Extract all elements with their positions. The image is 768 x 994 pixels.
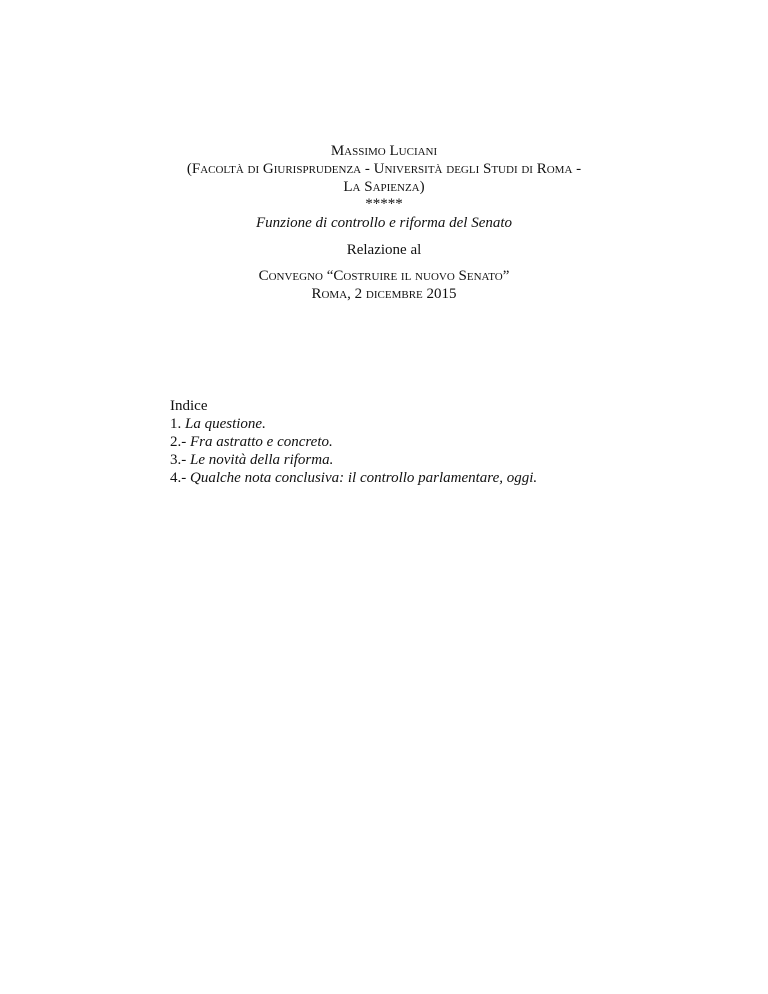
toc-item-number: 1. (170, 416, 185, 432)
table-of-contents (170, 397, 537, 487)
title-block (0, 142, 768, 303)
toc-item (170, 451, 537, 469)
conference-name: Convegno “Costruire il nuovo Senato” (258, 268, 510, 284)
separator: ***** (365, 196, 403, 212)
toc-item-text: La questione. (185, 416, 266, 432)
toc-item-text: Le novità della riforma. (190, 452, 334, 468)
relazione-label: Relazione al (346, 242, 422, 258)
affiliation-line-1: (Facoltà di Giurisprudenza - Università degli Studi di Roma - (186, 161, 582, 177)
toc-item-number: 3.- (170, 452, 190, 468)
toc-item-text: Qualche nota conclusiva: il controllo parlamentare, oggi. (190, 470, 538, 486)
toc-item (170, 415, 537, 433)
toc-item (170, 433, 537, 451)
toc-item-number: 2.- (170, 434, 190, 450)
paper-title: Funzione di controllo e riforma del Senato (255, 215, 513, 231)
toc-item-text: Fra astratto e concreto. (190, 434, 333, 450)
author-name: Massimo Luciani (330, 143, 438, 159)
place-date: Roma, 2 dicembre 2015 (311, 286, 457, 302)
affiliation-line-2: La Sapienza) (343, 179, 425, 195)
toc-heading: Indice (170, 398, 208, 414)
toc-item (170, 469, 537, 487)
toc-item-number: 4.- (170, 470, 190, 486)
